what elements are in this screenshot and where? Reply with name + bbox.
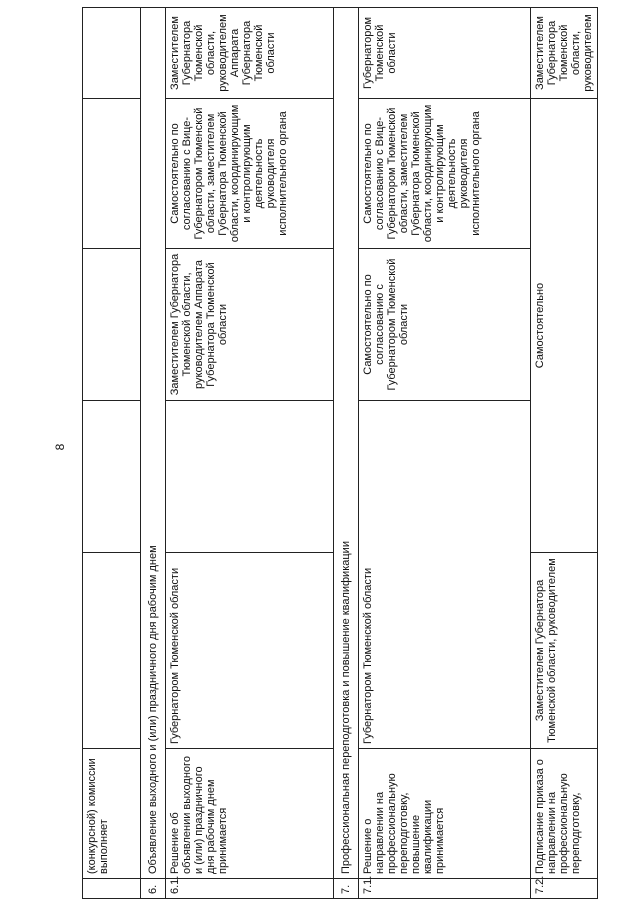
section-number: 7. [334, 879, 359, 899]
cell-deputy-governor: Заместителем Губернатора Тюменской области, руководителем [531, 8, 598, 99]
table-frame [82, 8, 594, 899]
section-number: 6. [141, 879, 166, 899]
cell-deputy-governor: Заместителем Губернатора Тюменской области, руководителем Аппарата Губернатора Тюменской области [166, 249, 334, 401]
cell-independent: Самостоятельно [531, 99, 598, 553]
table-row [531, 8, 598, 899]
cell-independent-governor: Самостоятельно по согласованию с Губернатором Тюменской области [359, 249, 531, 401]
page-number: 8 [53, 443, 67, 451]
cell-continuation-text: (конкурсной) комиссии выполняет [83, 749, 141, 879]
table-row [166, 8, 334, 899]
cell-empty [166, 401, 334, 553]
row-action: Решение об объявлении выходного и (или) праздничного дня рабочим днем принимается [166, 749, 334, 879]
cell-empty [83, 553, 141, 749]
section-row-6 [141, 8, 166, 899]
row-number: 6.1. [166, 879, 334, 899]
cell-independent-agreement: Самостоятельно по согласованию с Вице-Губернатором Тюменской области, заместителем Губернатора Тюменской области, координирующим и контролирующим деятельность руководителя исполнительного органа [166, 99, 334, 249]
section-title: Объявление выходного и (или) праздничного дня рабочим днем [141, 8, 166, 879]
cell-empty [83, 401, 141, 553]
cell-deputy-governor: Заместителем Губернатора Тюменской области, руководителем [531, 553, 598, 749]
cell-governor: Губернатором Тюменской области [166, 553, 334, 749]
cell-independent-agreement: Самостоятельно по согласованию с Вице-Губернатором Тюменской области, заместителем Губернатора Тюменской области, координирующим и контролирующим деятельность руководителя исполнительного органа [359, 99, 531, 249]
cell-deputy-governor-apparatus: Заместителем Губернатора Тюменской области, руководителем Аппарата Губернатора Тюменской области [166, 8, 334, 99]
section-title: Профессиональная переподготовка и повышение квалификации [334, 8, 359, 879]
row-action: Решение о направлении на профессиональную переподготовку, повышение квалификации принимается [359, 749, 531, 879]
table-row [83, 8, 141, 899]
cell-governor: Губернатором Тюменской области [359, 401, 531, 749]
cell-governor: Губернатором Тюменской области [359, 8, 531, 99]
authority-table [82, 7, 598, 899]
row-action: Подписание приказа о направлении на профессиональную переподготовку, [531, 749, 598, 879]
section-row-7 [334, 8, 359, 899]
row-number: 7.2. [531, 879, 598, 899]
cell-continuation-num [83, 879, 141, 899]
cell-empty [83, 8, 141, 99]
cell-empty [83, 99, 141, 249]
row-number: 7.1. [359, 879, 531, 899]
table-row [359, 8, 531, 899]
rotated-content [82, 8, 594, 899]
cell-empty [83, 249, 141, 401]
